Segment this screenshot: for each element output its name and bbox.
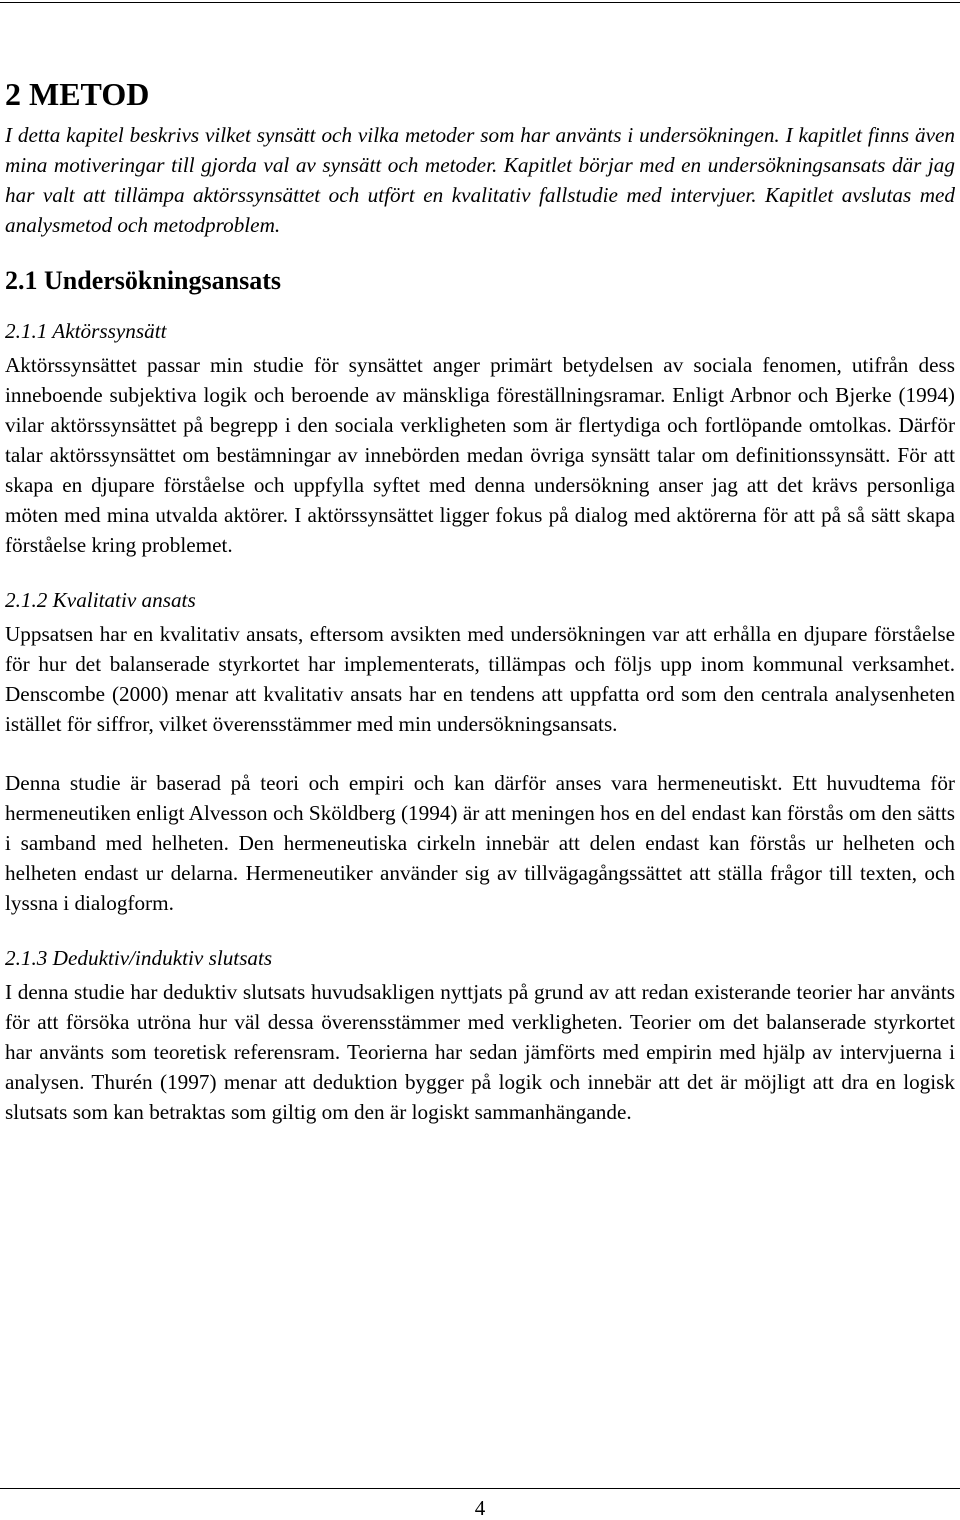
- paragraph-aktorssynsatt: Aktörssynsättet passar min studie för synsättet anger primärt betydelsen av sociala fenomen, utifrån dess inneboende subjektiva logik och beroende av mänskliga föreställningsramar. Enligt Arbnor och Bjerke (1994) vilar aktörssynsättet på begrepp i den sociala verkligheten som är flertydiga och fortlöpande omtolkas. Därför talar aktörssynsättet om bestämningar av innebörden medan övriga synsätt talar om definitionssynsätt. För att skapa en djupare förståelse och uppfylla syftet med denna undersökning anser jag att det krävs personliga möten med mina utvalda aktörer. I aktörssynsättet ligger fokus på dialog med aktörerna för att på så sätt skapa förståelse kring problemet.: [5, 353, 955, 557]
- section-title: 2.1 Undersökningsansats: [5, 266, 281, 295]
- header-rule: [0, 2, 960, 3]
- footer-rule: [0, 1488, 960, 1489]
- paragraph-deduktiv-slutsats: I denna studie har deduktiv slutsats huvudsakligen nyttjats på grund av att redan existerande teorier har använts för att försöka utröna hur väl dessa överensstämmer med verkligheten. Teorier om det balanserade styrkortet har använts som teoretisk referensram. Teorierna har sedan jämförts med empirin med hjälp av intervjuerna i analysen. Thurén (1997) menar att deduktion bygger på logik och innebär att det är möjligt att dra en logisk slutsats som kan betraktas som giltig om den är logiskt sammanhängande.: [5, 980, 955, 1124]
- subsection-title-deduktiv-slutsats: 2.1.3 Deduktiv/induktiv slutsats: [5, 946, 273, 970]
- paragraph-kvalitativ-ansats: Uppsatsen har en kvalitativ ansats, eftersom avsikten med undersökningen var att erhålla en djupare förståelse för hur det balanserade styrkortet har implementerats, tillämpas och följs upp inom kommunal verksamhet. Denscombe (2000) menar att kvalitativ ansats har en tendens att uppfatta ord som den centrala analysenheten istället för siffror, vilket överensstämmer med min undersökningsansats.: [5, 622, 955, 736]
- chapter-title: 2 METOD: [5, 76, 150, 112]
- subsection-title-kvalitativ-ansats: 2.1.2 Kvalitativ ansats: [5, 588, 196, 612]
- chapter-intro: I detta kapitel beskrivs vilket synsätt och vilka metoder som har använts i undersökningen. I kapitlet finns även mina motiveringar till gjorda val av synsätt och metoder. Kapitlet börjar med en undersökningsansats där jag har valt att tillämpa aktörssynsättet och utfört en kvalitativ fallstudie med intervjuer. Kapitlet avslutas med analysmetod och metodproblem.: [5, 123, 955, 237]
- subsection-title-aktorssynsatt: 2.1.1 Aktörssynsätt: [5, 319, 167, 343]
- paragraph-hermeneutik: Denna studie är baserad på teori och empiri och kan därför anses vara hermeneutiskt. Ett huvudtema för hermeneutiken enligt Alvesson och Sköldberg (1994) är att meningen hos en del endast kan förstås om den sätts i samband med helheten. Den hermeneutiska cirkeln innebär att delen endast kan förstås ur helheten och helheten endast ur delarna. Hermeneutiker använder sig av tillvägagångssättet att ställa frågor till texten, och lyssna i dialogform.: [5, 771, 955, 915]
- document-page: [5, 72, 955, 1127]
- page-number: 4: [474, 1496, 486, 1520]
